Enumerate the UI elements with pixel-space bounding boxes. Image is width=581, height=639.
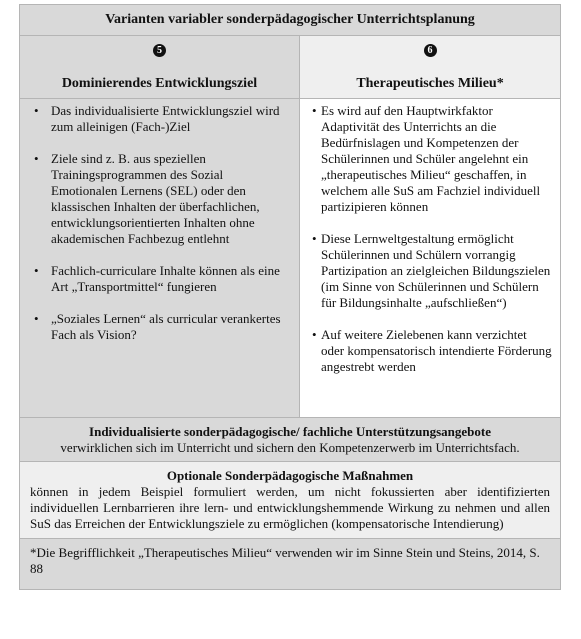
support-section xyxy=(20,418,561,462)
list-item: • Diese Lernweltgestaltung ermöglicht Schülerinnen und Schülern vorrangig Partizipation an zielgleichen Bildungszielen (im Sinne von Schülerinnen und Schülern für Bildungsinhalte „aufschließen“) xyxy=(312,231,552,311)
column-header-left xyxy=(20,36,300,99)
column-heading-left: Dominierendes Entwicklungsziel xyxy=(61,76,258,91)
support-heading: Individualisierte sonderpädagogische/ fachliche Unterstützungsangebote xyxy=(89,424,491,439)
list-item: • Auf weitere Zielebenen kann verzichtet oder kompensatorisch intendierte Förderung angestrebt werden xyxy=(312,327,552,375)
column-heading-right: Therapeutisches Milieu* xyxy=(356,76,504,91)
column-header-right xyxy=(300,36,561,99)
optional-heading: Optionale Sonderpädagogische Maßnahmen xyxy=(166,468,414,483)
list-item: • Fachlich-curriculare Inhalte können als eine Art „Transportmittel“ fungieren xyxy=(34,263,291,295)
optional-section xyxy=(20,462,561,539)
column-content-right xyxy=(300,99,561,418)
planning-table xyxy=(19,4,561,590)
column-content-left xyxy=(20,99,300,418)
footnote: *Die Begrifflichkeit „Therapeutisches Milieu“ verwenden wir im Sinne Stein und Steins, 2014, S. 88 xyxy=(20,539,561,590)
optional-text: können in jedem Beispiel formuliert werden, um nicht fokussierten aber identifizierten individuellen Lernbarrieren ihre lern- und entwicklungshemmende Wirkung zu nehmen und allen SuS das Erreichen der Entwicklungsziele zu ermöglichen (kompensatorische Intendierung) xyxy=(30,484,551,531)
number-six-icon: 6 xyxy=(424,44,437,57)
list-item: • Ziele sind z. B. aus speziellen Trainingsprogrammen des Sozial Emotionalen Lernens (SEL) oder den klassischen Inhalten der überfachlichen, entwicklungsorientierten Inhalten ohne akademischen Fachbezug entlehnt xyxy=(34,151,291,247)
number-five-icon: 5 xyxy=(153,44,166,57)
list-item: • Das individualisierte Entwicklungsziel wird zum alleinigen (Fach-)Ziel xyxy=(34,103,291,135)
table-title: Varianten variabler sonderpädagogischer Unterrichtsplanung xyxy=(20,5,561,36)
list-item: • „Soziales Lernen“ als curricular verankertes Fach als Vision? xyxy=(34,311,291,343)
bullet-list-left xyxy=(34,103,291,343)
list-item: • Es wird auf den Hauptwirkfaktor Adaptivität des Unterrichts an die Bedürfnislagen und Kompetenzen der Schülerinnen und Schüler angelehnt ein „therapeutisches Milieu“ geschaffen, in welchem alle SuS am Fachziel individuell partizipieren können xyxy=(312,103,552,215)
support-text: verwirklichen sich im Unterricht und sichern den Kompetenzerwerb im Unterrichtsfach. xyxy=(60,440,520,455)
bullet-list-right xyxy=(312,103,552,375)
